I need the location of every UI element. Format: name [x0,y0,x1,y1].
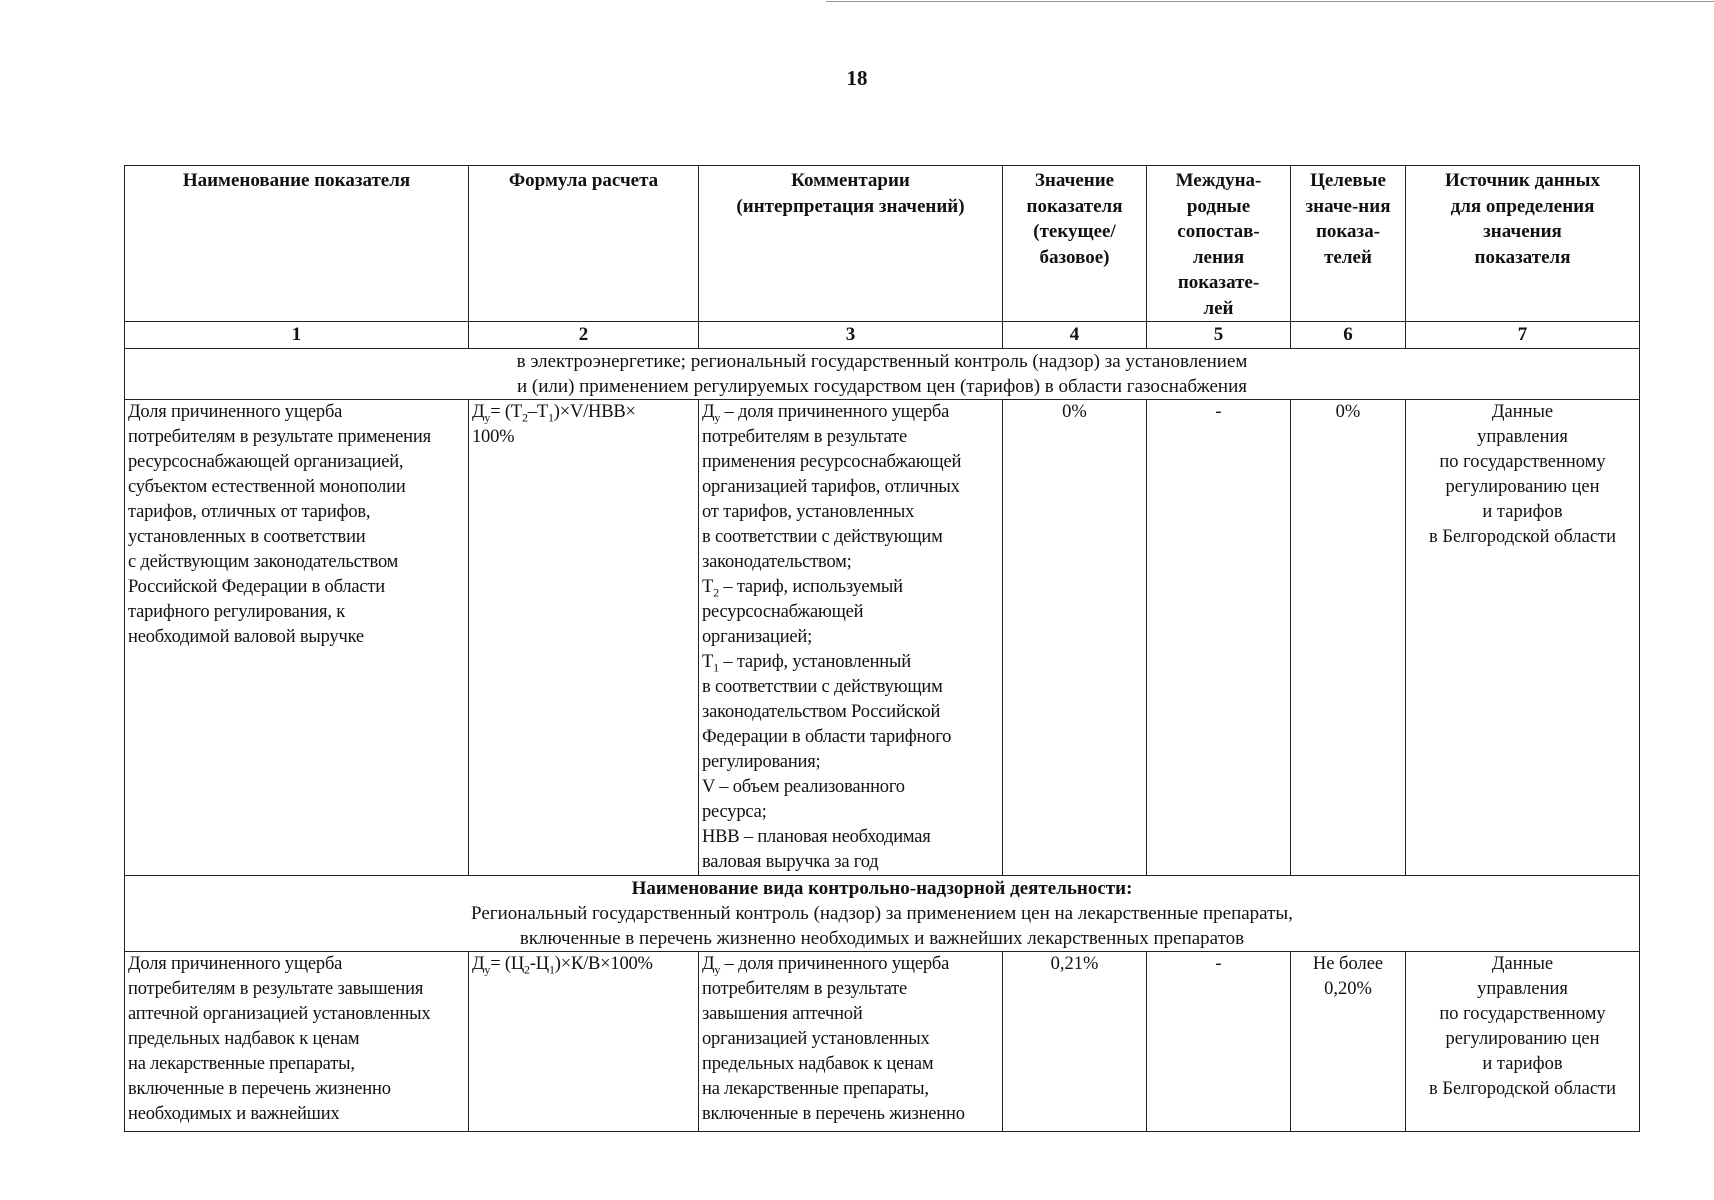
section-line: включенные в перечень жизненно необходимых и важнейших лекарственных препаратов [519,928,1245,949]
column-number: 2 [469,322,699,349]
text-line: по государственному [1439,452,1606,472]
header-target [1291,166,1406,322]
text-line: потребителям в результате [702,427,908,447]
formula-cell [469,400,699,876]
header-row [125,166,1640,322]
section-heading [125,876,1640,952]
formula-line [472,952,695,977]
text-line: организацией тарифов, отличных [702,477,960,497]
text-line: НВВ – плановая необходимая [702,827,931,847]
comment-subscript: 1 [713,660,719,675]
column-number: 6 [1291,322,1406,349]
table-row [125,400,1640,876]
header-line: Целевые [1310,170,1386,191]
text-line: V – объем реализованного [702,777,905,797]
table-row [125,952,1640,1132]
text-line: ресурса; [702,802,767,822]
formula-line [472,400,695,425]
header-line: показа- [1315,221,1381,242]
header-line: для определения [1450,195,1595,217]
international-cell: - [1147,952,1291,1132]
text-line: в Белгородской области [1428,527,1617,547]
formula-subscript: 2 [521,410,528,425]
header-line: Значение [1034,170,1115,191]
header-line: Комментарии [791,170,910,191]
comment-subscript: у [714,410,721,425]
section-line: Региональный государственный контроль (надзор) за применением цен на лекарственные препараты, [471,903,1293,924]
text-line [702,952,999,977]
text-line: тарифов, отличных от тарифов, [128,502,371,522]
formula-line: 100% [472,427,515,447]
formula-text: -Ц [529,954,549,974]
header-value [1003,166,1147,322]
value-cell: 0,21% [1003,952,1147,1132]
header-formula [469,166,699,322]
comment-text: – доля причиненного ущерба [720,954,950,974]
header-line: базовое) [1039,246,1110,268]
comments-cell [699,400,1003,876]
text-line: необходимых и важнейших [128,1104,340,1124]
text-line [702,400,999,425]
header-line: ления [1192,246,1245,268]
column-number: 7 [1406,322,1640,349]
comment-subscript: у [714,962,721,977]
text-line: Данные [1491,402,1554,422]
text-line: на лекарственные препараты, [702,1079,929,1099]
text-line: потребителям в результате применения [128,427,431,447]
header-line: показате- [1177,272,1260,293]
indicator-table [124,165,1640,1132]
section-title: Наименование вида контрольно-надзорной деятельности: [631,878,1133,899]
header-line: сопостав- [1177,221,1260,242]
text-line: применения ресурсоснабжающей [702,452,962,472]
text-line: с действующим законодательством [128,552,399,572]
header-line: Формула расчета [508,170,659,191]
header-line: Источник данных [1445,170,1600,191]
formula-text: Д [472,954,485,974]
comment-text: Д [702,402,715,422]
header-line: Междуна- [1175,170,1262,191]
comment-text: – тариф, установленный [718,652,911,672]
text-line: включенные в перечень жизненно [702,1104,965,1124]
column-number: 4 [1003,322,1147,349]
page-number: 18 [846,66,868,90]
column-number: 1 [125,322,469,349]
indicator-name-cell [125,952,469,1132]
text-line: в соответствии с действующим [702,527,943,547]
text-line: управления [1477,427,1568,447]
text-line: завышения аптечной [702,1004,863,1024]
text-line: 0% [1335,402,1361,422]
text-line: организацией установленных [702,1029,930,1049]
header-line: значения [1483,221,1562,242]
section-line: в электроэнергетике; региональный государственный контроль (надзор) за установлением [516,351,1248,372]
header-source [1406,166,1640,322]
section-row-gas [125,349,1640,400]
text-line: законодательством Российской [702,702,941,722]
text-line: регулирования; [702,752,821,772]
header-line: родные [1186,195,1251,217]
text-line: Федерации в области тарифного [702,727,952,747]
text-line: в соответствии с действующим [702,677,943,697]
formula-text: = (Т [490,402,522,422]
text-line: предельных надбавок к ценам [128,1029,360,1049]
target-cell [1291,952,1406,1132]
text-line: регулированию цен [1445,1029,1600,1049]
text-line: потребителям в результате [702,979,908,999]
target-cell [1291,400,1406,876]
text-line: в Белгородской области [1428,1079,1617,1099]
formula-subscript: 1 [548,962,555,977]
scan-edge-line [826,1,1714,2]
text-line: субъектом естественной монополии [128,477,406,497]
header-comments [699,166,1003,322]
column-number-row [125,322,1640,349]
text-line: Доля причиненного ущерба [128,954,343,974]
source-cell [1406,400,1640,876]
text-line: включенные в перечень жизненно [128,1079,391,1099]
text-line: аптечной организацией установленных [128,1004,431,1024]
header-line: (текущее/ [1033,221,1116,242]
indicator-name-cell [125,400,469,876]
text-line: 0,20% [1324,979,1372,999]
formula-text: )×V/НВВ× [553,402,636,422]
text-line: потребителям в результате завышения [128,979,424,999]
comment-text: Д [702,954,715,974]
header-line: лей [1203,297,1234,319]
text-line: предельных надбавок к ценам [702,1054,934,1074]
value-cell: 0% [1003,400,1147,876]
header-line: телей [1324,246,1372,268]
text-line: и тарифов [1482,1054,1563,1074]
header-line: Наименование показателя [182,170,411,191]
text-line: организацией; [702,627,813,647]
section-heading [125,349,1640,400]
text-line: от тарифов, установленных [702,502,915,522]
comment-text: Т [702,577,714,597]
text-line: регулированию цен [1445,477,1600,497]
formula-text: = (Ц [490,954,525,974]
formula-subscript: 2 [524,962,530,977]
text-line [702,575,999,600]
text-line: Российской Федерации в области [128,577,385,597]
text-line: управления [1477,979,1568,999]
text-line: валовая выручка за год [702,852,879,872]
text-line: установленных в соответствии [128,527,366,547]
formula-cell [469,952,699,1132]
header-international [1147,166,1291,322]
header-line: значе-ния [1305,195,1391,217]
text-line: Данные [1491,954,1554,974]
column-number: 3 [699,322,1003,349]
comment-text: – доля причиненного ущерба [720,402,950,422]
column-number: 5 [1147,322,1291,349]
text-line: Доля причиненного ущерба [128,402,343,422]
header-line: показателя [1026,195,1123,217]
section-line: и (или) применением регулируемых государством цен (тарифов) в области газоснабжения [517,376,1247,397]
text-line: Не более [1312,954,1384,974]
header-indicator-name [125,166,469,322]
formula-subscript: у [484,410,491,425]
text-line [702,650,999,675]
section-row-pharma [125,876,1640,952]
formula-text: )×К/В×100% [554,954,653,974]
formula-subscript: 1 [547,410,554,425]
text-line: ресурсоснабжающей [702,602,864,622]
comment-subscript: 2 [713,585,719,600]
text-line: на лекарственные препараты, [128,1054,355,1074]
text-line: ресурсоснабжающей организацией, [128,452,404,472]
text-line: и тарифов [1482,502,1563,522]
source-cell [1406,952,1640,1132]
text-line: законодательством; [702,552,852,572]
text-line: по государственному [1439,1004,1606,1024]
formula-text: –Т [527,402,548,422]
header-line: (интерпретация значений) [736,195,965,217]
text-line: необходимой валовой выручке [128,627,364,647]
formula-subscript: у [484,962,491,977]
international-cell: - [1147,400,1291,876]
comment-text: Т [702,652,714,672]
comments-cell [699,952,1003,1132]
text-line: тарифного регулирования, к [128,602,345,622]
header-line: показателя [1474,246,1571,268]
formula-text: Д [472,402,485,422]
comment-text: – тариф, используемый [718,577,903,597]
